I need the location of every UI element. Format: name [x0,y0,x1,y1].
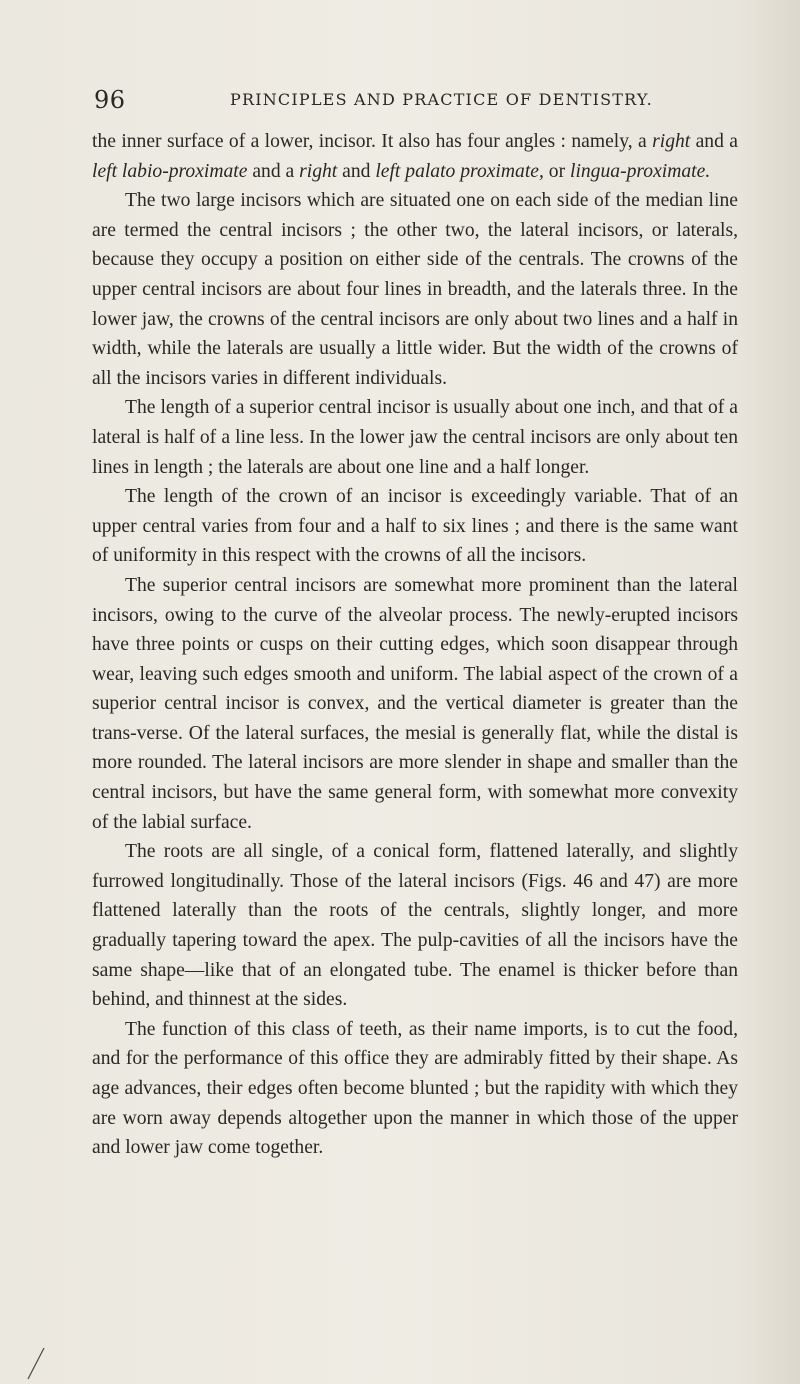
paragraph [92,1015,738,1163]
text-run: the inner surface of a lower, incisor. It also has four angles : namely, a [92,131,653,152]
body-text [92,127,738,1163]
text-run: and a [690,131,738,152]
text-run: and [337,160,376,182]
page-number: 96 [94,86,126,114]
italic-term: lingua-proximate. [570,160,711,182]
italic-term: left labio-proximate [92,160,248,182]
paragraph [92,837,738,1015]
text-run: The two large incisors which are situated one on each side of the median line are termed the central incisors ; the other two, the lateral incisors, or laterals, because they occupy a position on either side of the centrals. The crowns of the upper central incisors are about four lines in breadth, and the laterals three. In the lower jaw, the crowns of the central incisors are only about two lines and a half in width, while the laterals are usually a little wider. But the width of the crowns of all the incisors varies in different individuals. [92,190,738,389]
text-run: The length of a superior central incisor is usually about one inch, and that of a lateral is half of a line less. In the lower jaw the central incisors are only about ten lines in length ; the laterals are about one line and a half longer. [92,397,738,478]
italic-term: left palato proximate, [375,160,544,182]
text-run: or [543,160,570,182]
paragraph [92,393,738,482]
running-head [94,86,734,116]
pencil-mark [26,1346,46,1380]
text-run: The roots are all single, of a conical form, flattened laterally, and slightly furrowed longitudinally. Those of the lateral incisors (Figs. 46 and 47) are more flattened laterally than the roots of the centrals, slightly longer, and more gradually tapering toward the apex. The pulp-cavities of all the incisors have the same shape—like that of an elongated tube. The enamel is thicker before than behind, and thinnest at the sides. [92,841,738,1011]
paragraph [92,127,738,186]
italic-term: right [652,131,691,152]
paragraph [92,571,738,837]
text-run: The length of the crown of an incisor is exceedingly variable. That of an upper central varies from four and a half to six lines ; and there is the same want of uniformity in this respect with the crowns of all the incisors. [92,486,738,567]
italic-term: right [299,160,338,182]
text-run: The superior central incisors are somewhat more prominent than the lateral incisors, owing to the curve of the alveolar process. The newly-erupted incisors have three points or cusps on their cutting edges, which soon disappear through wear, leaving such edges smooth and uniform. The labial aspect of the crown of a superior central incisor is convex, and the vertical diameter is greater than the trans-verse. Of the lateral surfaces, the mesial is generally flat, while the distal is more rounded. The lateral incisors are more slender in shape and smaller than the central incisors, but have the same general form, with somewhat more convexity of the labial surface. [92,574,738,833]
paragraph [92,186,738,393]
text-run: and a [247,160,300,182]
running-title: PRINCIPLES AND PRACTICE OF DENTISTRY. [230,90,653,109]
paragraph [92,482,738,571]
text-run: The function of this class of teeth, as their name imports, is to cut the food, and for the performance of this office they are admirably fitted by their shape. As age advances, their edges often become blunted ; but the rapidity with which they are worn away depends altogether upon the manner in which those of the upper and lower jaw come together. [92,1018,738,1159]
